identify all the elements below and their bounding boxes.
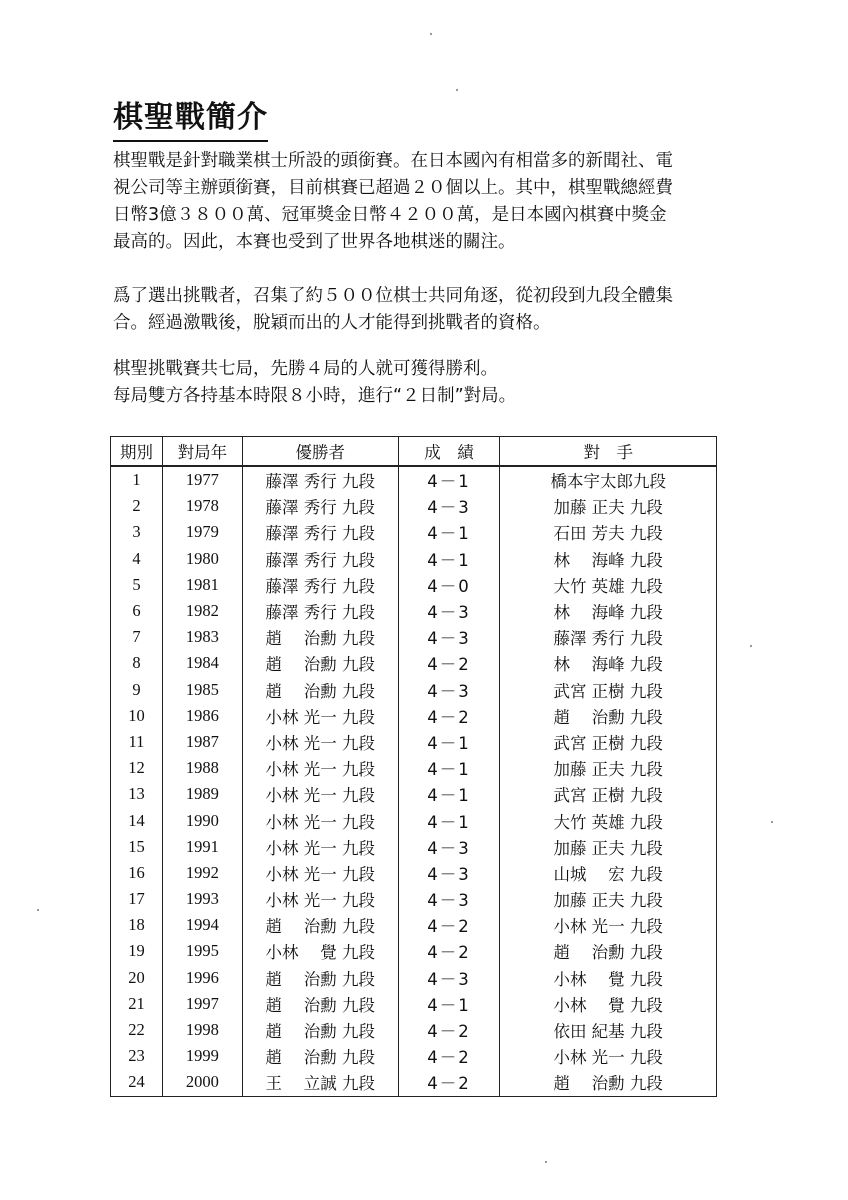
results-table bbox=[110, 436, 717, 1097]
cell-score: 4－2 bbox=[398, 1043, 500, 1069]
cell-winner: 趙 治勳 九段 bbox=[242, 991, 398, 1017]
cell-term: 20 bbox=[111, 965, 163, 991]
cell-year: 1986 bbox=[162, 703, 242, 729]
cell-opponent: 小林 覺 九段 bbox=[500, 991, 717, 1017]
cell-winner: 藤澤 秀行 九段 bbox=[242, 572, 398, 598]
cell-score: 4－3 bbox=[398, 886, 500, 912]
cell-term: 16 bbox=[111, 860, 163, 886]
cell-term: 9 bbox=[111, 677, 163, 703]
cell-year: 1992 bbox=[162, 860, 242, 886]
table-row bbox=[111, 1043, 717, 1069]
cell-winner: 小林 光一 九段 bbox=[242, 729, 398, 755]
cell-term: 7 bbox=[111, 624, 163, 650]
table-row bbox=[111, 991, 717, 1017]
cell-opponent: 武宮 正樹 九段 bbox=[500, 729, 717, 755]
cell-opponent: 趙 治勳 九段 bbox=[500, 938, 717, 964]
challenger-paragraph bbox=[113, 283, 733, 337]
cell-winner: 小林 覺 九段 bbox=[242, 938, 398, 964]
table-row bbox=[111, 466, 717, 493]
cell-opponent: 小林 光一 九段 bbox=[500, 912, 717, 938]
cell-winner: 趙 治勳 九段 bbox=[242, 1017, 398, 1043]
cell-opponent: 依田 紀基 九段 bbox=[500, 1017, 717, 1043]
cell-score: 4－2 bbox=[398, 938, 500, 964]
table-row bbox=[111, 938, 717, 964]
paragraph-line: 視公司等主辦頭銜賽，目前棋賽已超過２０個以上。其中，棋聖戰總經費 bbox=[113, 178, 673, 198]
table-row bbox=[111, 650, 717, 676]
cell-opponent: 藤澤 秀行 九段 bbox=[500, 624, 717, 650]
cell-term: 23 bbox=[111, 1043, 163, 1069]
intro-paragraph bbox=[113, 148, 733, 256]
cell-opponent: 加藤 正夫 九段 bbox=[500, 755, 717, 781]
cell-winner: 趙 治勳 九段 bbox=[242, 650, 398, 676]
cell-year: 1990 bbox=[162, 807, 242, 833]
table-row bbox=[111, 703, 717, 729]
cell-term: 18 bbox=[111, 912, 163, 938]
table-row bbox=[111, 519, 717, 545]
cell-winner: 趙 治勳 九段 bbox=[242, 1043, 398, 1069]
cell-year: 1994 bbox=[162, 912, 242, 938]
cell-score: 4－1 bbox=[398, 729, 500, 755]
cell-opponent: 小林 覺 九段 bbox=[500, 965, 717, 991]
table-row bbox=[111, 598, 717, 624]
cell-term: 15 bbox=[111, 834, 163, 860]
cell-term: 3 bbox=[111, 519, 163, 545]
scan-speck bbox=[430, 33, 432, 35]
scan-speck bbox=[545, 1161, 547, 1163]
cell-year: 1989 bbox=[162, 781, 242, 807]
cell-year: 1996 bbox=[162, 965, 242, 991]
table-row bbox=[111, 965, 717, 991]
cell-score: 4－1 bbox=[398, 755, 500, 781]
cell-year: 1980 bbox=[162, 546, 242, 572]
cell-score: 4－1 bbox=[398, 781, 500, 807]
cell-term: 24 bbox=[111, 1069, 163, 1096]
table-row bbox=[111, 781, 717, 807]
cell-opponent: 加藤 正夫 九段 bbox=[500, 886, 717, 912]
paragraph-line: 每局雙方各持基本時限８小時，進行“２日制”對局。 bbox=[113, 386, 517, 406]
cell-year: 1997 bbox=[162, 991, 242, 1017]
cell-year: 1988 bbox=[162, 755, 242, 781]
table-row bbox=[111, 860, 717, 886]
cell-term: 17 bbox=[111, 886, 163, 912]
table-row bbox=[111, 755, 717, 781]
cell-score: 4－3 bbox=[398, 493, 500, 519]
cell-term: 19 bbox=[111, 938, 163, 964]
cell-year: 1978 bbox=[162, 493, 242, 519]
cell-score: 4－2 bbox=[398, 1069, 500, 1096]
cell-term: 2 bbox=[111, 493, 163, 519]
cell-winner: 王 立誠 九段 bbox=[242, 1069, 398, 1096]
table-header-row bbox=[111, 437, 717, 467]
cell-term: 12 bbox=[111, 755, 163, 781]
cell-score: 4－1 bbox=[398, 466, 500, 493]
cell-winner: 小林 光一 九段 bbox=[242, 886, 398, 912]
cell-score: 4－3 bbox=[398, 860, 500, 886]
page-title: 棋聖戰簡介 bbox=[113, 98, 268, 142]
scan-speck bbox=[37, 909, 39, 911]
scan-speck bbox=[771, 821, 773, 823]
table-row bbox=[111, 729, 717, 755]
cell-score: 4－3 bbox=[398, 677, 500, 703]
header-score: 成 績 bbox=[398, 437, 500, 467]
cell-winner: 藤澤 秀行 九段 bbox=[242, 598, 398, 624]
header-year: 對局年 bbox=[162, 437, 242, 467]
cell-term: 14 bbox=[111, 807, 163, 833]
cell-winner: 小林 光一 九段 bbox=[242, 781, 398, 807]
cell-year: 1982 bbox=[162, 598, 242, 624]
table-row bbox=[111, 912, 717, 938]
cell-winner: 藤澤 秀行 九段 bbox=[242, 493, 398, 519]
table-row bbox=[111, 886, 717, 912]
table-row bbox=[111, 572, 717, 598]
cell-year: 1983 bbox=[162, 624, 242, 650]
cell-winner: 藤澤 秀行 九段 bbox=[242, 546, 398, 572]
table-row bbox=[111, 493, 717, 519]
cell-score: 4－1 bbox=[398, 519, 500, 545]
paragraph-line: 爲了選出挑戰者，召集了約５００位棋士共同角逐，從初段到九段全體集 bbox=[113, 286, 673, 306]
paragraph-line: 棋聖挑戰賽共七局，先勝４局的人就可獲得勝利。 bbox=[113, 359, 498, 379]
cell-term: 4 bbox=[111, 546, 163, 572]
table-row bbox=[111, 624, 717, 650]
header-opponent: 對 手 bbox=[500, 437, 717, 467]
cell-year: 1985 bbox=[162, 677, 242, 703]
cell-term: 5 bbox=[111, 572, 163, 598]
cell-term: 10 bbox=[111, 703, 163, 729]
cell-score: 4－2 bbox=[398, 1017, 500, 1043]
cell-opponent: 加藤 正夫 九段 bbox=[500, 493, 717, 519]
cell-opponent: 趙 治勳 九段 bbox=[500, 1069, 717, 1096]
cell-score: 4－2 bbox=[398, 912, 500, 938]
cell-winner: 小林 光一 九段 bbox=[242, 860, 398, 886]
cell-winner: 小林 光一 九段 bbox=[242, 807, 398, 833]
cell-winner: 藤澤 秀行 九段 bbox=[242, 519, 398, 545]
cell-winner: 趙 治勳 九段 bbox=[242, 912, 398, 938]
cell-opponent: 加藤 正夫 九段 bbox=[500, 834, 717, 860]
table-row bbox=[111, 677, 717, 703]
cell-opponent: 林 海峰 九段 bbox=[500, 650, 717, 676]
cell-score: 4－2 bbox=[398, 650, 500, 676]
cell-score: 4－0 bbox=[398, 572, 500, 598]
paragraph-line: 日幣3億３８００萬、冠軍獎金日幣４２００萬，是日本國內棋賽中獎金 bbox=[113, 205, 667, 225]
cell-score: 4－3 bbox=[398, 965, 500, 991]
cell-score: 4－1 bbox=[398, 991, 500, 1017]
table-body bbox=[111, 466, 717, 1096]
cell-winner: 趙 治勳 九段 bbox=[242, 965, 398, 991]
cell-year: 1984 bbox=[162, 650, 242, 676]
cell-term: 1 bbox=[111, 466, 163, 493]
cell-opponent: 小林 光一 九段 bbox=[500, 1043, 717, 1069]
cell-opponent: 大竹 英雄 九段 bbox=[500, 807, 717, 833]
table-row bbox=[111, 546, 717, 572]
cell-year: 1999 bbox=[162, 1043, 242, 1069]
cell-winner: 趙 治勳 九段 bbox=[242, 624, 398, 650]
paragraph-line: 棋聖戰是針對職業棋士所設的頭銜賽。在日本國內有相當多的新聞社、電 bbox=[113, 151, 673, 171]
cell-score: 4－3 bbox=[398, 624, 500, 650]
cell-score: 4－1 bbox=[398, 546, 500, 572]
cell-winner: 藤澤 秀行 九段 bbox=[242, 466, 398, 493]
cell-year: 1979 bbox=[162, 519, 242, 545]
scan-speck bbox=[750, 645, 752, 647]
cell-winner: 小林 光一 九段 bbox=[242, 703, 398, 729]
cell-year: 1991 bbox=[162, 834, 242, 860]
cell-term: 13 bbox=[111, 781, 163, 807]
cell-opponent: 石田 芳夫 九段 bbox=[500, 519, 717, 545]
cell-opponent: 橋本宇太郎九段 bbox=[500, 466, 717, 493]
table-row bbox=[111, 1069, 717, 1096]
cell-year: 1981 bbox=[162, 572, 242, 598]
cell-year: 2000 bbox=[162, 1069, 242, 1096]
header-winner: 優勝者 bbox=[242, 437, 398, 467]
cell-score: 4－1 bbox=[398, 807, 500, 833]
cell-year: 1977 bbox=[162, 466, 242, 493]
paragraph-line: 最高的。因此，本賽也受到了世界各地棋迷的關注。 bbox=[113, 232, 516, 252]
cell-winner: 小林 光一 九段 bbox=[242, 834, 398, 860]
cell-year: 1995 bbox=[162, 938, 242, 964]
cell-opponent: 趙 治勳 九段 bbox=[500, 703, 717, 729]
table-row bbox=[111, 1017, 717, 1043]
cell-score: 4－3 bbox=[398, 834, 500, 860]
cell-opponent: 武宮 正樹 九段 bbox=[500, 781, 717, 807]
cell-score: 4－2 bbox=[398, 703, 500, 729]
cell-year: 1993 bbox=[162, 886, 242, 912]
cell-opponent: 林 海峰 九段 bbox=[500, 546, 717, 572]
cell-term: 6 bbox=[111, 598, 163, 624]
cell-term: 8 bbox=[111, 650, 163, 676]
header-term: 期別 bbox=[111, 437, 163, 467]
cell-winner: 小林 光一 九段 bbox=[242, 755, 398, 781]
table-row bbox=[111, 807, 717, 833]
table-row bbox=[111, 834, 717, 860]
cell-year: 1998 bbox=[162, 1017, 242, 1043]
cell-opponent: 山城 宏 九段 bbox=[500, 860, 717, 886]
format-paragraph bbox=[113, 356, 733, 410]
cell-winner: 趙 治勳 九段 bbox=[242, 677, 398, 703]
cell-term: 11 bbox=[111, 729, 163, 755]
cell-term: 21 bbox=[111, 991, 163, 1017]
cell-score: 4－3 bbox=[398, 598, 500, 624]
cell-opponent: 武宮 正樹 九段 bbox=[500, 677, 717, 703]
cell-opponent: 大竹 英雄 九段 bbox=[500, 572, 717, 598]
scan-speck bbox=[456, 89, 458, 91]
cell-opponent: 林 海峰 九段 bbox=[500, 598, 717, 624]
paragraph-line: 合。經過激戰後，脫穎而出的人才能得到挑戰者的資格。 bbox=[113, 313, 551, 333]
cell-year: 1987 bbox=[162, 729, 242, 755]
cell-term: 22 bbox=[111, 1017, 163, 1043]
